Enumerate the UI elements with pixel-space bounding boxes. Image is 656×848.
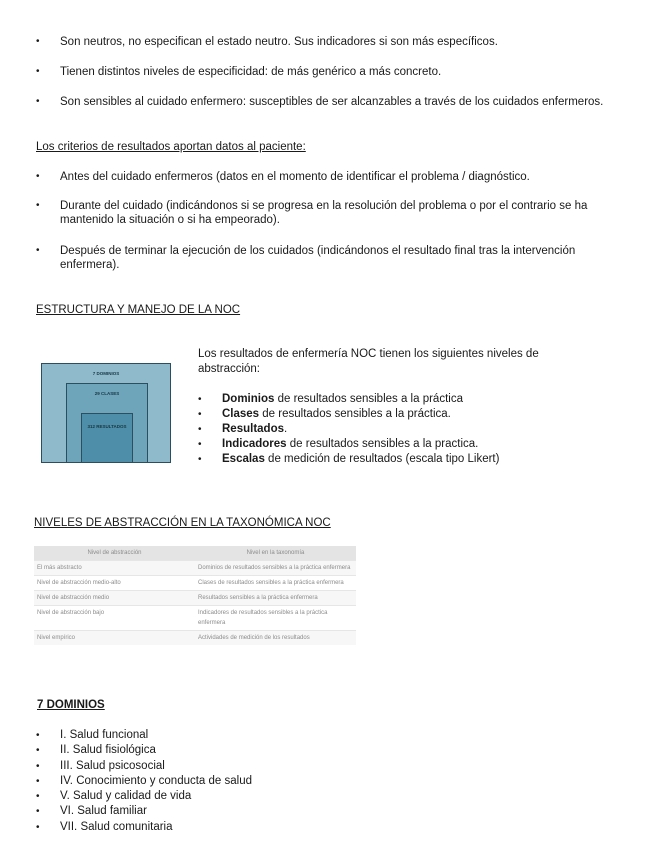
list-item: • Tienen distintos niveles de especificidad: de más genérico a más concreto.: [36, 65, 606, 79]
list-item: • II. Salud fisiológica: [36, 743, 436, 758]
level-term: Indicadores: [222, 438, 287, 450]
table-cell: Nivel de abstracción bajo: [34, 606, 195, 631]
results-box-label: 312 RESULTADOS: [87, 424, 127, 429]
level-term: Clases: [222, 408, 260, 420]
table-cell: Nivel de abstracción medio: [34, 591, 195, 606]
table-cell: El más abstracto: [34, 561, 195, 576]
list-item: [198, 452, 598, 467]
list-item: • Son sensibles al cuidado enfermero: susceptibles de ser alcanzables a través de los cuidados enfermeros.: [36, 95, 606, 109]
list-item: • Durante del cuidado (indicándonos si se progresa en la resolución del problema o por el contrario se ha mantenido la situación o si ha empeorado).: [36, 199, 608, 227]
table-header-row: [34, 546, 356, 561]
list-item: • V. Salud y calidad de vida: [36, 789, 436, 804]
table-cell: Nivel empírico: [34, 631, 195, 646]
level-text: de resultados sensibles a la práctica: [274, 393, 463, 405]
table-row: [34, 561, 356, 576]
list-item: • III. Salud psicosocial: [36, 759, 436, 774]
table-header: Nivel de abstracción: [34, 546, 195, 561]
table-cell: Indicadores de resultados sensibles a la práctica enfermera: [195, 606, 356, 631]
list-item: [198, 437, 598, 452]
domains-heading: 7 DOMINIOS: [37, 699, 105, 711]
structure-intro: Los resultados de enfermería NOC tienen los siguientes niveles de abstracción:: [198, 348, 539, 375]
levels-list: [198, 392, 598, 467]
list-item: [198, 407, 598, 422]
list-item: [198, 392, 598, 407]
results-box: [81, 413, 133, 463]
table-cell: Resultados sensibles a la práctica enfermera: [195, 591, 356, 606]
level-term: Escalas: [222, 453, 265, 465]
table-cell: Nivel de abstracción medio-alto: [34, 576, 195, 591]
level-term: Resultados: [222, 423, 284, 435]
criteria-list: [36, 170, 608, 272]
level-text: de medición de resultados (escala tipo Likert): [264, 453, 500, 465]
list-item: [198, 422, 598, 437]
abstraction-table: [34, 546, 356, 645]
list-item: • IV. Conocimiento y conducta de salud: [36, 774, 436, 789]
domains-box-label: 7 DOMINIOS: [92, 371, 120, 376]
abstraction-heading: NIVELES DE ABSTRACCIÓN EN LA TAXONÓMICA NOC: [34, 517, 331, 529]
table-row: [34, 606, 356, 631]
list-item: • I. Salud funcional: [36, 728, 436, 743]
list-item: • Después de terminar la ejecución de los cuidados (indicándonos el resultado final tras la intervención enfermera).: [36, 244, 608, 272]
level-text: .: [284, 423, 288, 435]
level-text: de resultados sensibles a la practica.: [286, 438, 479, 450]
table-row: [34, 576, 356, 591]
noc-structure-diagram: [41, 363, 171, 463]
level-term: Dominios: [222, 393, 275, 405]
structure-heading: ESTRUCTURA Y MANEJO DE LA NOC: [36, 304, 241, 316]
domains-list: [36, 728, 436, 835]
list-item: • VI. Salud familiar: [36, 804, 436, 819]
table-cell: Clases de resultados sensibles a la práctica enfermera: [195, 576, 356, 591]
table-header: Nivel en la taxonomía: [195, 546, 356, 561]
list-item: • VII. Salud comunitaria: [36, 820, 436, 835]
intro-list: [36, 35, 606, 109]
level-text: de resultados sensibles a la práctica.: [259, 408, 451, 420]
table-row: [34, 631, 356, 646]
criteria-heading: Los criterios de resultados aportan datos al paciente:: [36, 141, 306, 153]
table-cell: Actividades de medición de los resultados: [195, 631, 356, 646]
list-item: • Son neutros, no especifican el estado neutro. Sus indicadores si son más específicos.: [36, 35, 606, 49]
classes-box-label: 29 CLASES: [94, 391, 120, 396]
list-item: • Antes del cuidado enfermeros (datos en el momento de identificar el problema / diagnóstico.: [36, 170, 608, 184]
table-row: [34, 591, 356, 606]
table-cell: Dominios de resultados sensibles a la práctica enfermera: [195, 561, 356, 576]
